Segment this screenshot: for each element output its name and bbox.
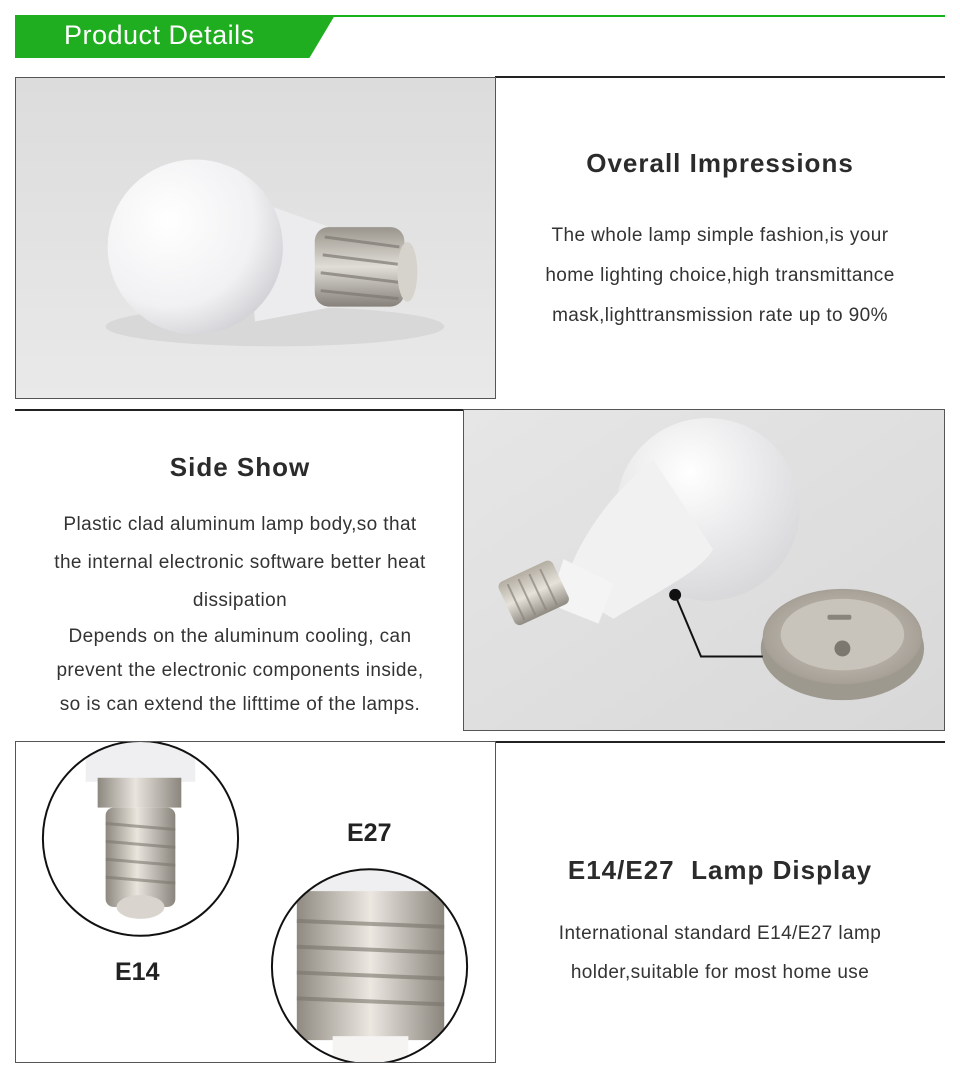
text-line: The whole lamp simple fashion,is your [551, 225, 889, 246]
lamp-base-photos [15, 741, 496, 1063]
display-description [495, 914, 945, 992]
display-title: E14/E27 Lamp Display [567, 855, 873, 885]
side-description [15, 506, 465, 722]
text-line: home lighting choice,high transmittance [545, 265, 895, 286]
text-line: prevent the electronic components inside, [56, 660, 424, 681]
text-line: so is can extend the lifttime of the lamps. [59, 694, 421, 715]
page-title: Product Details [64, 20, 255, 50]
text-line: Depends on the aluminum cooling, can [68, 626, 412, 647]
bulb-side-photo [463, 409, 945, 731]
section-divider [15, 409, 465, 411]
text-line: the internal electronic software better heat [54, 552, 426, 573]
e27-label: E27 [347, 819, 392, 847]
e14-label: E14 [115, 958, 160, 986]
overall-title: Overall Impressions [586, 148, 854, 178]
text-line: dissipation [192, 590, 288, 611]
text-line: holder,suitable for most home use [570, 962, 870, 983]
side-title: Side Show [169, 452, 311, 482]
overall-description [495, 216, 945, 336]
header-accent-line [330, 15, 945, 17]
bulb-front-photo [15, 77, 496, 399]
text-line: mask,lighttransmission rate up to 90% [552, 305, 888, 326]
text-line: Plastic clad aluminum lamp body,so that [63, 514, 417, 535]
section-divider [495, 76, 945, 78]
section-divider [495, 741, 945, 743]
text-line: International standard E14/E27 lamp [558, 923, 882, 944]
